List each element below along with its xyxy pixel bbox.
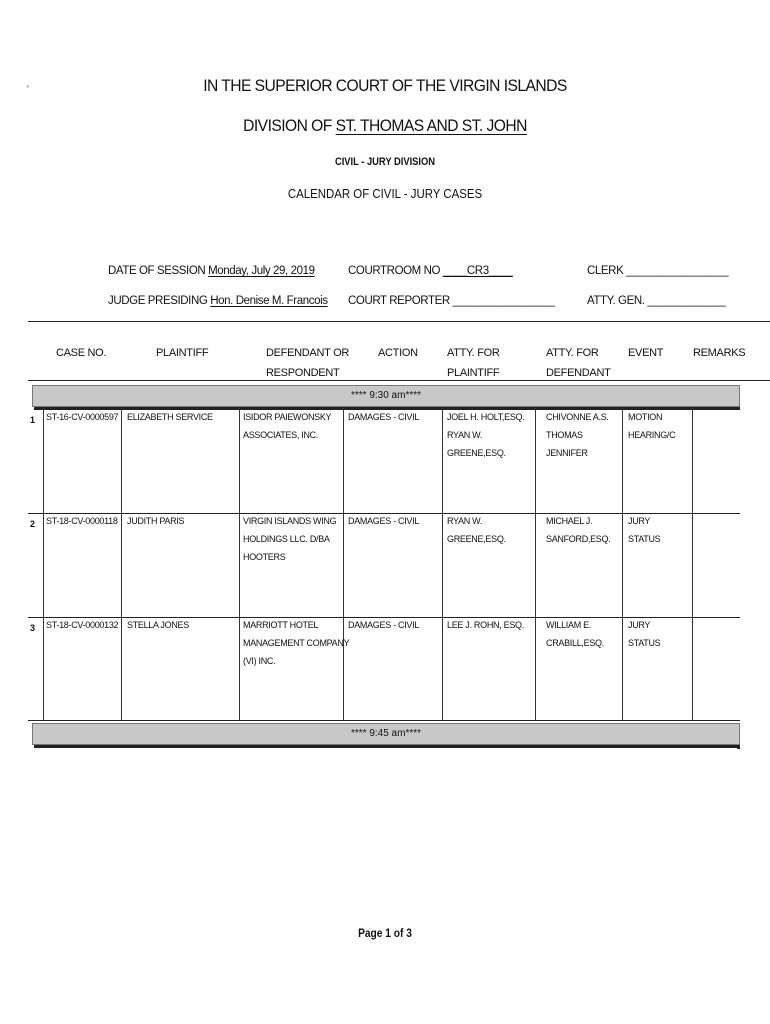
case-atty-plaintiff: JOEL H. HOLT,ESQ. RYAN W. GREENE,ESQ. (447, 412, 525, 458)
col-atty-defendant-line1: ATTY. FOR (546, 347, 599, 359)
case-action: DAMAGES - CIVIL (348, 620, 420, 630)
reporter-label: COURT REPORTER (348, 295, 450, 307)
case-plaintiff: STELLA JONES (127, 620, 189, 630)
clerk-value: _________________ (626, 265, 729, 277)
case-plaintiff: JUDITH PARIS (127, 516, 185, 526)
col-remarks: REMARKS (693, 347, 746, 359)
court-title: IN THE SUPERIOR COURT OF THE VIRGIN ISLANDS (203, 76, 567, 95)
attygen-value: _____________ (647, 295, 726, 307)
reporter-value: _________________ (452, 295, 555, 307)
case-defendant: MARRIOTT HOTEL MANAGEMENT COMPANY (VI) INC. (243, 620, 350, 666)
col-case-no: CASE NO. (56, 347, 107, 359)
case-defendant: ISIDOR PAIEWONSKY ASSOCIATES, INC. (243, 412, 332, 440)
col-atty-plaintiff (447, 343, 500, 383)
grid-line (442, 408, 443, 721)
row-separator (28, 720, 740, 721)
courtroom-label: COURTROOM NO (348, 265, 441, 277)
case-action: DAMAGES - CIVIL (348, 516, 420, 526)
judge-presiding (108, 295, 328, 307)
time-slot-band: **** 9:45 am**** (32, 723, 740, 745)
attygen-label: ATTY. GEN. (587, 295, 645, 307)
case-action: DAMAGES - CIVIL (348, 412, 420, 422)
time-band-shadow (34, 745, 740, 748)
col-defendant-line1: DEFENDANT OR (266, 347, 349, 359)
session-date-value: Monday, July 29, 2019 (208, 265, 315, 277)
row-number: 2 (30, 519, 36, 529)
case-atty-defendant: WILLIAM E. CRABILL,ESQ. (546, 620, 604, 648)
grid-line (343, 408, 344, 721)
header-top-rule (28, 321, 770, 322)
division-name: ST. THOMAS AND ST. JOHN (335, 116, 527, 135)
case-event: JURY STATUS (628, 516, 661, 544)
case-atty-defendant: CHIVONNE A.S. THOMAS JENNIFER (546, 412, 609, 458)
grid-line (622, 408, 623, 721)
judge-value: Hon. Denise M. Francois (210, 295, 328, 307)
division-prefix: DIVISION OF (243, 116, 336, 135)
courtroom (348, 265, 513, 277)
calendar-title: CALENDAR OF CIVIL - JURY CASES (287, 186, 483, 201)
col-action: ACTION (378, 347, 418, 359)
clerk-label: CLERK (587, 265, 624, 277)
col-atty-defendant (546, 343, 611, 383)
subdivision-title: CIVIL - JURY DIVISION (334, 156, 436, 168)
case-number: ST-18-CV-0000118 (46, 516, 118, 526)
courtroom-value: ____CR3____ (442, 265, 513, 277)
judge-label: JUDGE PRESIDING (108, 295, 208, 307)
col-defendant-line2: RESPONDENT (266, 367, 340, 379)
time-slot-band: **** 9:30 am**** (32, 385, 740, 407)
grid-line (692, 408, 693, 721)
case-event: MOTION HEARING/C (628, 412, 676, 440)
case-atty-defendant: MICHAEL J. SANFORD,ESQ. (546, 516, 611, 544)
col-atty-defendant-line2: DEFENDANT (546, 367, 611, 379)
clerk (587, 265, 728, 277)
col-plaintiff: PLAINTIFF (156, 347, 209, 359)
col-event: EVENT (628, 347, 664, 359)
col-defendant (266, 343, 349, 383)
court-reporter (348, 295, 555, 307)
page-number: Page 1 of 3 (358, 926, 412, 940)
grid-line (535, 408, 536, 721)
session-date (108, 265, 315, 277)
grid-line (239, 408, 240, 721)
row-number: 1 (30, 415, 36, 425)
col-atty-plaintiff-line2: PLAINTIFF (447, 367, 500, 379)
header-bottom-rule (28, 380, 770, 381)
case-atty-plaintiff: LEE J. ROHN, ESQ. (447, 620, 524, 630)
stray-mark: ' (27, 84, 29, 94)
grid-line (121, 408, 122, 721)
case-number: ST-18-CV-0000132 (46, 620, 119, 630)
row-number: 3 (30, 623, 36, 633)
atty-gen (587, 295, 725, 307)
case-plaintiff: ELIZABETH SERVICE (127, 412, 213, 422)
case-number: ST-16-CV-0000597 (46, 412, 119, 422)
division-title (31, 116, 739, 136)
case-defendant: VIRGIN ISLANDS WING HOLDINGS LLC. D/BA HOOTERS (243, 516, 337, 562)
case-atty-plaintiff: RYAN W. GREENE,ESQ. (447, 516, 506, 544)
col-atty-plaintiff-line1: ATTY. FOR (447, 347, 500, 359)
grid-line (43, 408, 44, 721)
case-event: JURY STATUS (628, 620, 661, 648)
session-date-label: DATE OF SESSION (108, 265, 206, 277)
